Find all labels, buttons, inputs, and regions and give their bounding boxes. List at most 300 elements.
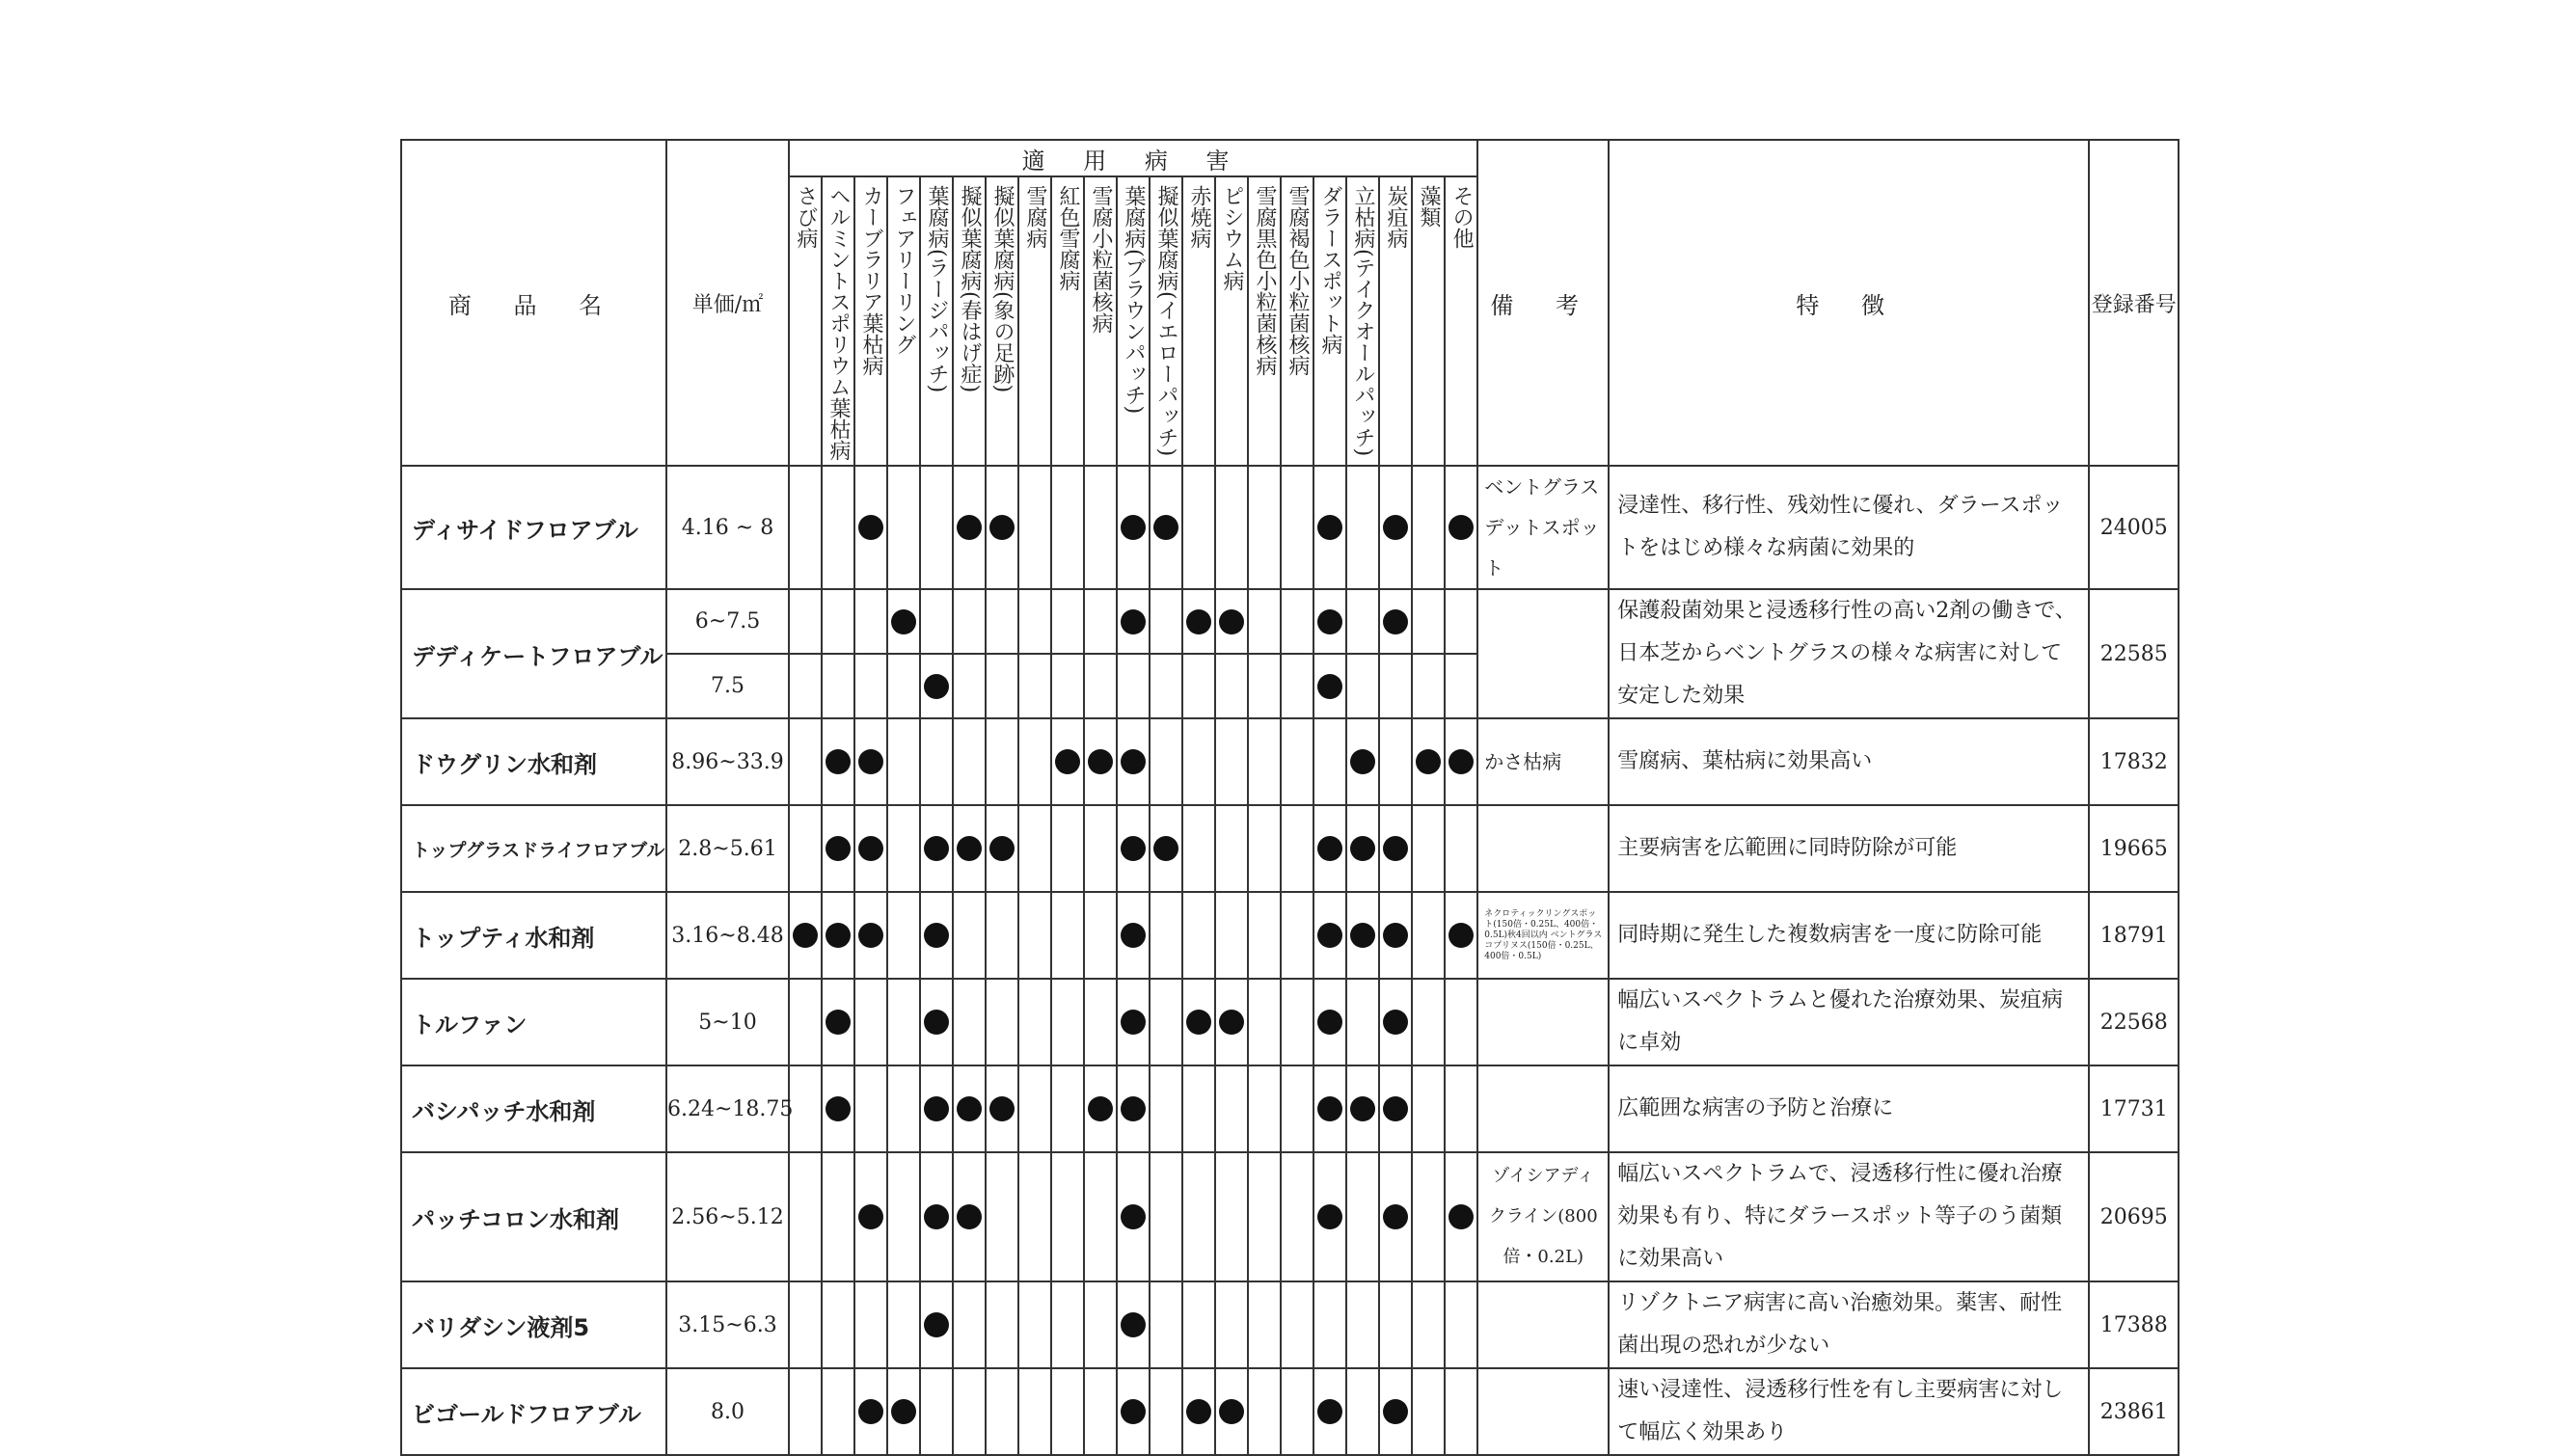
disease-cell bbox=[1117, 1065, 1150, 1152]
disease-cell bbox=[1084, 1065, 1117, 1152]
features: 同時期に発生した複数病害を一度に防除可能 bbox=[1609, 892, 2089, 979]
registration-number: 17832 bbox=[2089, 718, 2179, 805]
product-name: ドウグリン水和剤 bbox=[401, 718, 666, 805]
disease-cell bbox=[1117, 466, 1150, 589]
disease-cell bbox=[1051, 1152, 1084, 1281]
disease-cell bbox=[1018, 654, 1051, 718]
applicable-dot bbox=[1383, 1010, 1408, 1035]
disease-cell bbox=[1313, 805, 1346, 892]
applicable-dot bbox=[924, 1096, 949, 1121]
applicable-dot bbox=[1055, 749, 1080, 774]
disease-cell bbox=[1346, 466, 1379, 589]
disease-label: 擬似葉腐病(象の足跡) bbox=[990, 185, 1015, 393]
applicable-dot bbox=[1448, 515, 1474, 540]
disease-cell bbox=[1346, 1065, 1379, 1152]
remarks: ゾイシアディクライン(800倍・0.2L) bbox=[1477, 1152, 1609, 1281]
disease-cell bbox=[1313, 718, 1346, 805]
table-row bbox=[401, 718, 2179, 805]
disease-cell bbox=[1281, 466, 1313, 589]
disease-header bbox=[1084, 176, 1117, 466]
disease-cell bbox=[887, 979, 920, 1065]
disease-cell bbox=[1248, 1281, 1281, 1368]
disease-cell bbox=[1445, 1065, 1477, 1152]
applicable-dot bbox=[1448, 1204, 1474, 1229]
disease-cell bbox=[1084, 892, 1117, 979]
applicable-dot bbox=[924, 1312, 949, 1337]
disease-cell bbox=[1215, 466, 1248, 589]
disease-cell bbox=[1215, 589, 1248, 654]
remarks: かさ枯病 bbox=[1477, 718, 1609, 805]
table-row bbox=[401, 1065, 2179, 1152]
disease-label: 藻類 bbox=[1417, 185, 1441, 228]
applicable-dot bbox=[1383, 923, 1408, 948]
disease-label: 雪腐黒色小粒菌核病 bbox=[1253, 185, 1277, 376]
features: リゾクトニア病害に高い治癒効果。薬害、耐性菌出現の恐れが少ない bbox=[1609, 1281, 2089, 1368]
disease-cell bbox=[1248, 892, 1281, 979]
disease-cell bbox=[854, 1281, 887, 1368]
applicable-dot bbox=[858, 1204, 883, 1229]
registration-number: 23861 bbox=[2089, 1368, 2179, 1455]
disease-cell bbox=[920, 718, 953, 805]
disease-cell bbox=[986, 654, 1018, 718]
applicable-dot bbox=[826, 1096, 851, 1121]
applicable-dot bbox=[924, 836, 949, 861]
registration-number: 24005 bbox=[2089, 466, 2179, 589]
disease-cell bbox=[789, 979, 822, 1065]
disease-cell bbox=[1084, 1152, 1117, 1281]
disease-cell bbox=[1346, 654, 1379, 718]
disease-cell bbox=[920, 805, 953, 892]
disease-cell bbox=[1182, 466, 1215, 589]
disease-header bbox=[1379, 176, 1412, 466]
disease-cell bbox=[789, 892, 822, 979]
disease-header bbox=[920, 176, 953, 466]
registration-number: 22585 bbox=[2089, 589, 2179, 718]
disease-cell bbox=[1150, 1281, 1182, 1368]
disease-cell bbox=[1018, 1281, 1051, 1368]
applicable-dot bbox=[957, 1204, 982, 1229]
disease-cell bbox=[1379, 805, 1412, 892]
disease-cell bbox=[1313, 589, 1346, 654]
product-name: ディサイドフロアブル bbox=[401, 466, 666, 589]
applicable-dot bbox=[989, 1096, 1015, 1121]
remarks bbox=[1477, 589, 1609, 718]
disease-label: ダラースポット病 bbox=[1318, 185, 1342, 355]
applicable-dot bbox=[858, 836, 883, 861]
remarks bbox=[1477, 1065, 1609, 1152]
disease-header bbox=[1215, 176, 1248, 466]
table-row bbox=[401, 979, 2179, 1065]
disease-cell bbox=[1445, 1152, 1477, 1281]
product-name: トルファン bbox=[401, 979, 666, 1065]
registration-number: 17388 bbox=[2089, 1281, 2179, 1368]
disease-cell bbox=[1281, 1152, 1313, 1281]
applicable-dot bbox=[891, 609, 916, 634]
disease-header bbox=[1281, 176, 1313, 466]
applicable-dot bbox=[1088, 1096, 1113, 1121]
applicable-dot bbox=[826, 1010, 851, 1035]
disease-cell bbox=[1117, 654, 1150, 718]
disease-cell bbox=[1379, 589, 1412, 654]
disease-cell bbox=[1412, 1368, 1445, 1455]
remarks bbox=[1477, 979, 1609, 1065]
disease-label: 紅色雪腐病 bbox=[1056, 185, 1080, 291]
table-row bbox=[401, 892, 2179, 979]
disease-cell bbox=[1182, 805, 1215, 892]
disease-cell bbox=[986, 1281, 1018, 1368]
disease-cell bbox=[1150, 892, 1182, 979]
disease-cell bbox=[953, 654, 986, 718]
disease-cell bbox=[822, 589, 854, 654]
remarks bbox=[1477, 1368, 1609, 1455]
disease-cell bbox=[789, 718, 822, 805]
disease-cell bbox=[1412, 892, 1445, 979]
disease-header bbox=[1150, 176, 1182, 466]
disease-cell bbox=[789, 1152, 822, 1281]
disease-cell bbox=[1445, 1281, 1477, 1368]
disease-cell bbox=[953, 892, 986, 979]
disease-cell bbox=[1084, 654, 1117, 718]
disease-cell bbox=[1313, 1368, 1346, 1455]
disease-cell bbox=[1248, 1152, 1281, 1281]
applicable-dot bbox=[826, 923, 851, 948]
disease-cell bbox=[822, 1152, 854, 1281]
disease-cell bbox=[1379, 892, 1412, 979]
applicable-dot bbox=[793, 923, 818, 948]
disease-cell bbox=[789, 654, 822, 718]
disease-cell bbox=[986, 892, 1018, 979]
disease-cell bbox=[920, 466, 953, 589]
applicable-dot bbox=[924, 923, 949, 948]
disease-cell bbox=[1215, 1368, 1248, 1455]
disease-cell bbox=[887, 466, 920, 589]
applicable-dot bbox=[1383, 1204, 1408, 1229]
header-applicable-diseases: 適 用 病 害 bbox=[789, 140, 1477, 176]
disease-cell bbox=[854, 466, 887, 589]
disease-cell bbox=[1215, 979, 1248, 1065]
disease-cell bbox=[1281, 654, 1313, 718]
remarks bbox=[1477, 805, 1609, 892]
disease-cell bbox=[986, 979, 1018, 1065]
disease-cell bbox=[1313, 1065, 1346, 1152]
disease-cell bbox=[789, 1065, 822, 1152]
disease-label: フェアリーリング bbox=[892, 185, 916, 355]
disease-cell bbox=[822, 1281, 854, 1368]
table-row bbox=[401, 589, 2179, 654]
disease-cell bbox=[1182, 1281, 1215, 1368]
disease-cell bbox=[1150, 1368, 1182, 1455]
disease-cell bbox=[822, 718, 854, 805]
applicable-dot bbox=[1121, 836, 1146, 861]
disease-cell bbox=[1346, 589, 1379, 654]
disease-cell bbox=[1248, 979, 1281, 1065]
applicable-dot bbox=[1317, 836, 1342, 861]
disease-cell bbox=[822, 805, 854, 892]
applicable-dot bbox=[1121, 1096, 1146, 1121]
header-product-name: 商 品 名 bbox=[401, 140, 666, 466]
disease-cell bbox=[1248, 654, 1281, 718]
applicable-dot bbox=[1317, 1010, 1342, 1035]
applicable-dot bbox=[1121, 609, 1146, 634]
disease-cell bbox=[953, 589, 986, 654]
disease-cell bbox=[1412, 654, 1445, 718]
registration-number: 17731 bbox=[2089, 1065, 2179, 1152]
product-name: デディケートフロアブル bbox=[401, 589, 666, 718]
applicable-dot bbox=[1383, 836, 1408, 861]
disease-cell bbox=[854, 1152, 887, 1281]
disease-cell bbox=[1281, 1065, 1313, 1152]
unit-price: 8.96~33.9 bbox=[666, 718, 789, 805]
disease-cell bbox=[1379, 979, 1412, 1065]
disease-cell bbox=[1346, 1281, 1379, 1368]
disease-label: 擬似葉腐病(春はげ症) bbox=[958, 185, 982, 393]
disease-header bbox=[1182, 176, 1215, 466]
disease-label: カーブラリア葉枯病 bbox=[859, 185, 883, 376]
disease-cell bbox=[854, 892, 887, 979]
applicable-dot bbox=[1219, 1010, 1244, 1035]
disease-cell bbox=[1150, 589, 1182, 654]
disease-label: 雪腐病 bbox=[1023, 185, 1047, 249]
table-row bbox=[401, 1281, 2179, 1368]
applicable-dot bbox=[1219, 1399, 1244, 1424]
disease-cell bbox=[986, 718, 1018, 805]
applicable-dot bbox=[1186, 609, 1211, 634]
disease-cell bbox=[887, 892, 920, 979]
product-name: トップティ水和剤 bbox=[401, 892, 666, 979]
disease-cell bbox=[1445, 654, 1477, 718]
disease-cell bbox=[1150, 654, 1182, 718]
disease-cell bbox=[1379, 1152, 1412, 1281]
unit-price: 7.5 bbox=[666, 654, 789, 718]
disease-cell bbox=[1445, 979, 1477, 1065]
disease-cell bbox=[1412, 466, 1445, 589]
disease-cell bbox=[854, 589, 887, 654]
disease-cell bbox=[1051, 1281, 1084, 1368]
disease-cell bbox=[986, 1152, 1018, 1281]
disease-cell bbox=[1182, 1152, 1215, 1281]
disease-cell bbox=[789, 589, 822, 654]
disease-cell bbox=[789, 1368, 822, 1455]
disease-cell bbox=[854, 718, 887, 805]
disease-cell bbox=[1182, 1065, 1215, 1152]
disease-label: その他 bbox=[1449, 185, 1475, 249]
applicable-dot bbox=[858, 923, 883, 948]
disease-cell bbox=[1117, 1281, 1150, 1368]
features: 雪腐病、葉枯病に効果高い bbox=[1609, 718, 2089, 805]
registration-number: 18791 bbox=[2089, 892, 2179, 979]
disease-header bbox=[789, 176, 822, 466]
disease-header bbox=[986, 176, 1018, 466]
disease-cell bbox=[986, 589, 1018, 654]
disease-header bbox=[1117, 176, 1150, 466]
disease-cell bbox=[1215, 805, 1248, 892]
table-row bbox=[401, 1368, 2179, 1455]
unit-price: 4.16 ~ 8 bbox=[666, 466, 789, 589]
applicable-dot bbox=[1350, 749, 1375, 774]
disease-cell bbox=[986, 1368, 1018, 1455]
registration-number: 19665 bbox=[2089, 805, 2179, 892]
disease-cell bbox=[1117, 589, 1150, 654]
disease-cell bbox=[789, 805, 822, 892]
disease-cell bbox=[1412, 805, 1445, 892]
disease-cell bbox=[1412, 979, 1445, 1065]
disease-label: ヘルミントスポリウム葉枯病 bbox=[826, 185, 851, 461]
applicable-dot bbox=[826, 749, 851, 774]
features: 広範囲な病害の予防と治療に bbox=[1609, 1065, 2089, 1152]
disease-cell bbox=[1445, 892, 1477, 979]
product-name: ビゴールドフロアブル bbox=[401, 1368, 666, 1455]
disease-header bbox=[854, 176, 887, 466]
disease-label: 擬似葉腐病(イエローパッチ) bbox=[1154, 185, 1178, 457]
table-row bbox=[401, 466, 2179, 589]
disease-cell bbox=[1150, 466, 1182, 589]
disease-cell bbox=[1379, 1065, 1412, 1152]
applicable-dot bbox=[924, 674, 949, 699]
disease-cell bbox=[1248, 589, 1281, 654]
unit-price: 2.8~5.61 bbox=[666, 805, 789, 892]
product-name: バリダシン液剤5 bbox=[401, 1281, 666, 1368]
unit-price: 5~10 bbox=[666, 979, 789, 1065]
disease-cell bbox=[1412, 1065, 1445, 1152]
disease-cell bbox=[1182, 979, 1215, 1065]
applicable-dot bbox=[1383, 609, 1408, 634]
applicable-dot bbox=[1121, 515, 1146, 540]
disease-cell bbox=[1281, 892, 1313, 979]
disease-cell bbox=[822, 654, 854, 718]
product-name: パッチコロン水和剤 bbox=[401, 1152, 666, 1281]
registration-number: 22568 bbox=[2089, 979, 2179, 1065]
applicable-dot bbox=[1350, 1096, 1375, 1121]
disease-cell bbox=[887, 1281, 920, 1368]
header-remarks: 備 考 bbox=[1477, 140, 1609, 466]
disease-header bbox=[1445, 176, 1477, 466]
disease-cell bbox=[854, 805, 887, 892]
applicable-dot bbox=[957, 1096, 982, 1121]
disease-header bbox=[953, 176, 986, 466]
disease-cell bbox=[1051, 979, 1084, 1065]
disease-cell bbox=[822, 979, 854, 1065]
disease-cell bbox=[1117, 1368, 1150, 1455]
disease-cell bbox=[1051, 1065, 1084, 1152]
applicable-dot bbox=[1448, 923, 1474, 948]
unit-price: 3.15~6.3 bbox=[666, 1281, 789, 1368]
applicable-dot bbox=[1383, 515, 1408, 540]
applicable-dot bbox=[1121, 1312, 1146, 1337]
disease-cell bbox=[1051, 589, 1084, 654]
disease-cell bbox=[1182, 1368, 1215, 1455]
disease-cell bbox=[920, 1368, 953, 1455]
disease-cell bbox=[1084, 1281, 1117, 1368]
disease-cell bbox=[1346, 979, 1379, 1065]
disease-cell bbox=[1018, 466, 1051, 589]
disease-cell bbox=[1215, 892, 1248, 979]
fungicide-table bbox=[400, 139, 2179, 1456]
applicable-dot bbox=[1416, 749, 1441, 774]
disease-cell bbox=[920, 1152, 953, 1281]
applicable-dot bbox=[1153, 515, 1178, 540]
disease-label: 立枯病(テイクオールパッチ) bbox=[1351, 185, 1375, 457]
disease-cell bbox=[789, 1281, 822, 1368]
applicable-dot bbox=[957, 836, 982, 861]
disease-cell bbox=[1018, 718, 1051, 805]
applicable-dot bbox=[1121, 1399, 1146, 1424]
disease-cell bbox=[1281, 805, 1313, 892]
disease-cell bbox=[1313, 1281, 1346, 1368]
disease-cell bbox=[953, 1368, 986, 1455]
features: 主要病害を広範囲に同時防除が可能 bbox=[1609, 805, 2089, 892]
disease-cell bbox=[887, 589, 920, 654]
disease-cell bbox=[1445, 718, 1477, 805]
disease-cell bbox=[1150, 805, 1182, 892]
disease-cell bbox=[1379, 466, 1412, 589]
disease-cell bbox=[920, 654, 953, 718]
disease-cell bbox=[1281, 1281, 1313, 1368]
applicable-dot bbox=[1317, 515, 1342, 540]
header-unit-price: 単価/㎡ bbox=[666, 140, 789, 466]
disease-cell bbox=[1313, 892, 1346, 979]
disease-label: ピシウム病 bbox=[1220, 185, 1244, 291]
disease-cell bbox=[1182, 718, 1215, 805]
disease-cell bbox=[986, 805, 1018, 892]
applicable-dot bbox=[1317, 609, 1342, 634]
unit-price: 2.56~5.12 bbox=[666, 1152, 789, 1281]
applicable-dot bbox=[989, 515, 1015, 540]
disease-cell bbox=[1215, 1281, 1248, 1368]
disease-cell bbox=[887, 805, 920, 892]
disease-cell bbox=[953, 718, 986, 805]
disease-label: 炭疽病 bbox=[1384, 185, 1408, 249]
disease-cell bbox=[1018, 892, 1051, 979]
remarks: ネクロティックリングスポット(150倍・0.25L、400倍・0.5L)秋4回以内 ベントグラスコプリヌス(150倍・0.25L、400倍・0.5L) bbox=[1477, 892, 1609, 979]
features: 浸達性、移行性、残効性に優れ、ダラースポットをはじめ様々な病菌に効果的 bbox=[1609, 466, 2089, 589]
applicable-dot bbox=[1317, 1096, 1342, 1121]
table-row bbox=[401, 805, 2179, 892]
disease-cell bbox=[822, 1065, 854, 1152]
disease-cell bbox=[1346, 805, 1379, 892]
disease-cell bbox=[1150, 718, 1182, 805]
disease-cell bbox=[1248, 466, 1281, 589]
disease-cell bbox=[1248, 718, 1281, 805]
disease-cell bbox=[1051, 892, 1084, 979]
disease-cell bbox=[953, 466, 986, 589]
disease-cell bbox=[953, 1152, 986, 1281]
disease-header bbox=[1412, 176, 1445, 466]
disease-cell bbox=[1412, 1281, 1445, 1368]
disease-header bbox=[1313, 176, 1346, 466]
applicable-dot bbox=[826, 836, 851, 861]
disease-header bbox=[1346, 176, 1379, 466]
disease-cell bbox=[854, 1368, 887, 1455]
disease-cell bbox=[1445, 466, 1477, 589]
disease-cell bbox=[1248, 1065, 1281, 1152]
disease-cell bbox=[1215, 1065, 1248, 1152]
disease-cell bbox=[822, 892, 854, 979]
applicable-dot bbox=[957, 515, 982, 540]
disease-cell bbox=[1117, 892, 1150, 979]
disease-cell bbox=[1018, 805, 1051, 892]
applicable-dot bbox=[1121, 923, 1146, 948]
remarks: ベントグラスデットスポット bbox=[1477, 466, 1609, 589]
disease-cell bbox=[920, 892, 953, 979]
table-row bbox=[401, 1152, 2179, 1281]
disease-cell bbox=[1084, 589, 1117, 654]
disease-cell bbox=[1150, 1065, 1182, 1152]
applicable-dot bbox=[924, 1204, 949, 1229]
applicable-dot bbox=[1448, 749, 1474, 774]
applicable-dot bbox=[1088, 749, 1113, 774]
disease-cell bbox=[1051, 718, 1084, 805]
disease-cell bbox=[1445, 805, 1477, 892]
